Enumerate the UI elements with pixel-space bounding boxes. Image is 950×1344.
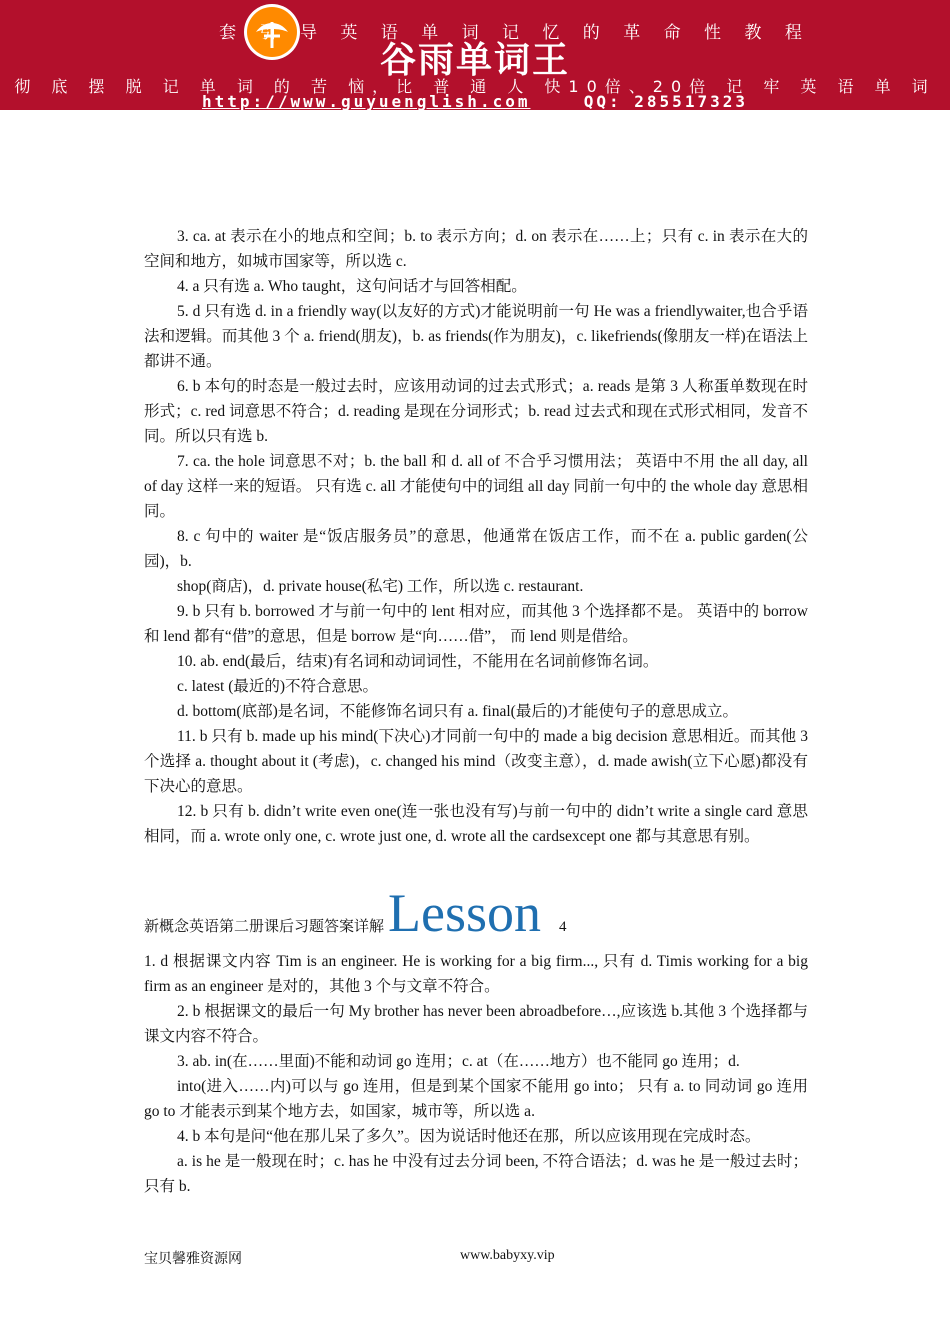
answer-item: 1. d 根据课文内容 Tim is an engineer. He is working for a big firm..., 只有 d. Timis working for a big firm as an engineer 是对的，其他 3 个与文章不符合。 [144, 953, 808, 995]
lesson-heading-prefix: 新概念英语第二册课后习题答案详解 [144, 919, 385, 935]
answer-item: a. is he 是一般现在时；c. has he 中没有过去分词 been, 不符合语法；d. was he 是一般过去时；只有 b. [144, 1153, 808, 1195]
answer-item: 11. b 只有 b. made up his mind(下决心)才同前一句中的 made a big decision 意思相近。而其他 3 个选择 a. thought about it (考虑)，c. changed his mind（改变主意），d. made awish(立下心愿)都没有下决心的意思。 [144, 728, 808, 795]
website-link[interactable]: http://www.guyuenglish.com [202, 92, 531, 111]
answer-item: into(进入……内)可以与 go 连用，但是到某个国家不能用 go into； 只有 a. to 同动词 go 连用 go to 才能表示到某个地方去，如国家，城市等，所以选 a. [144, 1078, 808, 1120]
answer-item: c. latest (最近的)不符合意思。 [177, 678, 379, 695]
answer-item: 4. a 只有选 a. Who taught，这句问话才与回答相配。 [177, 278, 527, 295]
footer-site-name: 宝贝馨雅资源网 [144, 1252, 242, 1267]
answer-item: 6. b 本句的时态是一般过去时，应该用动词的过去式形式；a. reads 是第 3 人称蛋单数现在时形式；c. red 词意思不符合；d. reading 是现在分词形式；b. read 过去式和现在式形式相同，发音不同。所以只有选 b. [144, 378, 808, 445]
lesson-heading [144, 883, 808, 943]
banner-brand: 谷雨单词王 [379, 40, 570, 81]
lesson-heading-number: 4 [559, 919, 567, 935]
banner-contact [0, 92, 950, 111]
banner-tagline: 套 引 导 英 语 单 词 记 忆 的 革 命 性 教 程 [219, 23, 811, 43]
answer-item: 12. b 只有 b. didn’t write even one(连一张也没有写)与前一句中的 didn’t write a single card 意思相同，而 a. wrote only one, c. wrote just one, d. wrote all the cardsexcept one 都与其意思有别。 [144, 803, 808, 845]
answer-item: 3. ab. in(在……里面)不能和动词 go 连用；c. at（在……地方）也不能同 go 连用；d. [177, 1053, 740, 1070]
answer-item: 5. d 只有选 d. in a friendly way(以友好的方式)才能说明前一句 He was a friendlywaiter,也合乎语法和逻辑。而其他 3 个 a. friend(朋友)，b. as friends(作为朋友)，c. likefriends(像朋友一样)在语法上都讲不通。 [144, 303, 808, 370]
answer-item: 10. ab. end(最后，结束)有名词和动词词性，不能用在名词前修饰名词。 [177, 653, 659, 670]
qq-number: QQ: 285517323 [583, 92, 748, 111]
banner-subline: 彻 底 摆 脱 记 单 词 的 苦 恼，比 普 通 人 快10倍、20倍 记 牢 英 语 单 词 [14, 77, 936, 96]
answer-item: 2. b 根据课文的最后一句 My brother has never been abroadbefore…,应该选 b.其他 3 个选择都与课文内容不符合。 [144, 1003, 808, 1045]
answer-item: 7. ca. the hole 词意思不对；b. the ball 和 d. all of 不合乎习惯用法； 英语中不用 the all day, all of day 这样一来的短语。 只有选 c. all 才能使句中的词组 all day 同前一句中的 the whole day 意思相同。 [144, 453, 808, 520]
answer-item: shop(商店)，d. private house(私宅) 工作，所以选 c. restaurant. [177, 578, 584, 595]
lesson-heading-title: Lesson [388, 883, 541, 943]
header-banner [0, 0, 950, 110]
answer-item: d. bottom(底部)是名词，不能修饰名词只有 a. final(最后的)才能使句子的意思成立。 [177, 703, 738, 720]
answer-item: 8. c 句中的 waiter 是“饭店服务员”的意思，他通常在饭店工作，而不在 a. public garden(公园)，b. [144, 528, 808, 570]
answer-item: 4. b 本句是问“他在那儿呆了多久”。因为说话时他还在那，所以应该用现在完成时态。 [177, 1128, 761, 1145]
answer-item: 9. b 只有 b. borrowed 才与前一句中的 lent 相对应，而其他 3 个选择都不是。 英语中的 borrow 和 lend 都有“借”的意思，但是 borrow 是“向……借”， 而 lend 则是借给。 [144, 603, 808, 645]
answer-item: 3. ca. at 表示在小的地点和空间；b. to 表示方向；d. on 表示在……上；只有 c. in 表示在大的空间和地方，如城市国家等，所以选 c. [144, 228, 808, 270]
answer-content [144, 224, 808, 1199]
footer-url[interactable]: www.babyxy.vip [460, 1248, 555, 1263]
